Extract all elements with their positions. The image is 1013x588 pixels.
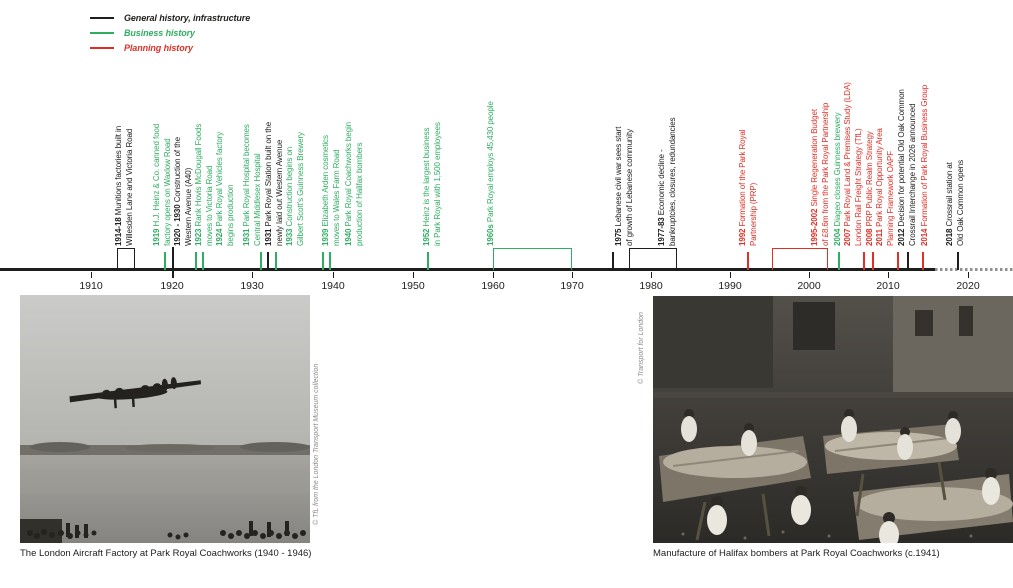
event-label-2011: 2011 Park Royal Opportunity Area Planning Framework OAPF (875, 128, 895, 246)
event-tick-2011 (897, 252, 899, 270)
event-label-1924: 1924 Park Royal Vehicles factory begins production (215, 131, 235, 246)
decade-label-1980: 1980 (639, 280, 663, 292)
event-tick-1975 (612, 252, 614, 270)
decade-label-1990: 1990 (718, 280, 742, 292)
legend-label-business: Business history (124, 27, 195, 38)
decade-label-2020: 2020 (956, 280, 980, 292)
general-line-swatch (90, 17, 114, 19)
event-label-1933: 1933 Construction begins on Gilbert Scott's Guinness Brewery (285, 132, 305, 246)
event-label-1939: 1939 Elizabeth Arden cosmetics moves to Wales Farm Road (321, 135, 341, 246)
event-bracket-1960s (493, 248, 572, 270)
event-label-1919: 1919 H.J. Heinz & Co. canned food factory opens on Waxlow Road (152, 123, 172, 246)
event-tick-1920 - 1930 (172, 247, 174, 278)
event-bracket-1977-83 (629, 248, 677, 270)
decade-label-1910: 1910 (79, 280, 103, 292)
decade-tick-1950 (413, 272, 414, 278)
decade-label-2010: 2010 (876, 280, 900, 292)
overhead-beam (653, 392, 1013, 398)
event-label-2008: 2008 PRP Public Realm Strategy (864, 131, 874, 246)
factory-interior-illustration (653, 296, 1013, 543)
decade-tick-1930 (252, 272, 253, 278)
event-label-1992: 1992 Formation of the Park Royal Partnership (PRP) (738, 129, 758, 246)
event-tick-2007 (863, 252, 865, 270)
decade-label-1950: 1950 (401, 280, 425, 292)
event-label-1931: 1931 Park Royal Hospital becomes Central Middlesex Hospital (242, 124, 262, 246)
left-photo-caption: The London Aircraft Factory at Park Royal Coachworks (1940 - 1946) (20, 548, 312, 559)
event-bracket-1995-2002 (772, 248, 828, 270)
right-photo-credit: © Transport for London (638, 312, 645, 384)
event-label-2018: 2018 Crossrail station at Old Oak Common opens (945, 159, 965, 246)
decade-tick-1940 (333, 272, 334, 278)
legend-label-general: General history, infrastructure (124, 12, 251, 23)
event-tick-1952 (427, 252, 429, 270)
legend-label-planning: Planning history (124, 42, 193, 53)
event-label-1960s: 1960s Park Royal employs 45,430 people (485, 101, 495, 246)
decade-tick-2020 (968, 272, 969, 278)
event-tick-1931 (260, 252, 262, 270)
event-label-1931: 1931 Park Royal Station built on the newly laid out Western Avenue (264, 121, 284, 246)
event-tick-1919 (164, 252, 166, 270)
decade-tick-2010 (888, 272, 889, 278)
event-tick-1924 (202, 252, 204, 270)
photo-london-aircraft-factory (20, 295, 310, 543)
event-bracket-1914-18 (117, 248, 135, 270)
event-label-1977-83: 1977-83 Economic decline - bankruptcies, closures, redundancies (657, 117, 677, 246)
event-tick-1923 (195, 252, 197, 270)
decade-tick-1910 (91, 272, 92, 278)
foreground-bushes (20, 519, 62, 543)
event-label-1914-18: 1914-18 Munitions factories built in Willesden Lane and Victoria Road (114, 125, 134, 246)
right-photo-caption: Manufacture of Halifax bombers at Park Royal Coachworks (c.1941) (653, 548, 940, 559)
left-photo-credit: © TfL from the London Transport Museum collection (313, 363, 320, 525)
decade-tick-1980 (651, 272, 652, 278)
decade-label-1970: 1970 (560, 280, 584, 292)
event-tick-2008 (872, 252, 874, 270)
event-label-2007: 2007 Park Royal Land & Premises Study (LDA) London Rail Freight Strategy (TfL) (843, 82, 863, 246)
business-line-swatch (90, 32, 114, 34)
decade-label-1960: 1960 (481, 280, 505, 292)
event-label-1952: 1952 Heinz is the largest business in Park Royal with 1,500 employees (422, 122, 442, 246)
event-tick-2012 (907, 252, 909, 270)
legend-row-business (90, 25, 250, 40)
event-label-2012: 2012 Decision for potential Old Oak Common Crossrail Interchange in 2026 announced (897, 89, 917, 246)
event-tick-1939 (322, 252, 324, 270)
event-tick-2014 (922, 252, 924, 270)
event-label-1940: 1940 Park Royal Coachworks begin production of Halifax bombers (344, 122, 364, 246)
sky (20, 295, 310, 455)
event-tick-1940 (329, 252, 331, 270)
timeline-axis-future-dashed (935, 268, 1013, 271)
decade-tick-1960 (493, 272, 494, 278)
decade-tick-1990 (730, 272, 731, 278)
decade-tick-2000 (809, 272, 810, 278)
photo-halifax-bomber-manufacture (653, 296, 1013, 543)
event-tick-2018 (957, 252, 959, 270)
event-label-2014: 2014 Formation of Park Royal Business Group (919, 84, 929, 246)
decade-label-1940: 1940 (321, 280, 345, 292)
event-tick-2004 (838, 252, 840, 270)
event-label-1975: 1975 Lebanese civil war sees start of growth of Lebanese community (614, 126, 634, 246)
event-tick-1931 (267, 252, 269, 270)
decade-label-2000: 2000 (797, 280, 821, 292)
decade-label-1930: 1930 (240, 280, 264, 292)
legend-row-planning (90, 40, 250, 55)
legend (90, 10, 250, 55)
airfield (20, 455, 310, 543)
legend-row-general (90, 10, 250, 25)
planning-line-swatch (90, 47, 114, 49)
event-label-2004: 2004 Diageo closes Guinness brewery (832, 112, 842, 246)
event-label-1923: 1923 Rank Hovis McDougall Foods moves to Victoria Road (194, 123, 214, 246)
event-label-1995-2002: 1995-2002 Single Regeneration Budget of £8.6m from the Park Royal Partnership (810, 102, 830, 246)
decade-label-1920: 1920 (160, 280, 184, 292)
event-label-1920 - 1930: 1920 - 1930 Construction of the Western Avenue (A40) (173, 137, 193, 246)
aircraft-factory-illustration (20, 295, 310, 543)
event-tick-1992 (747, 252, 749, 270)
decade-tick-1970 (572, 272, 573, 278)
event-tick-1933 (275, 252, 277, 270)
